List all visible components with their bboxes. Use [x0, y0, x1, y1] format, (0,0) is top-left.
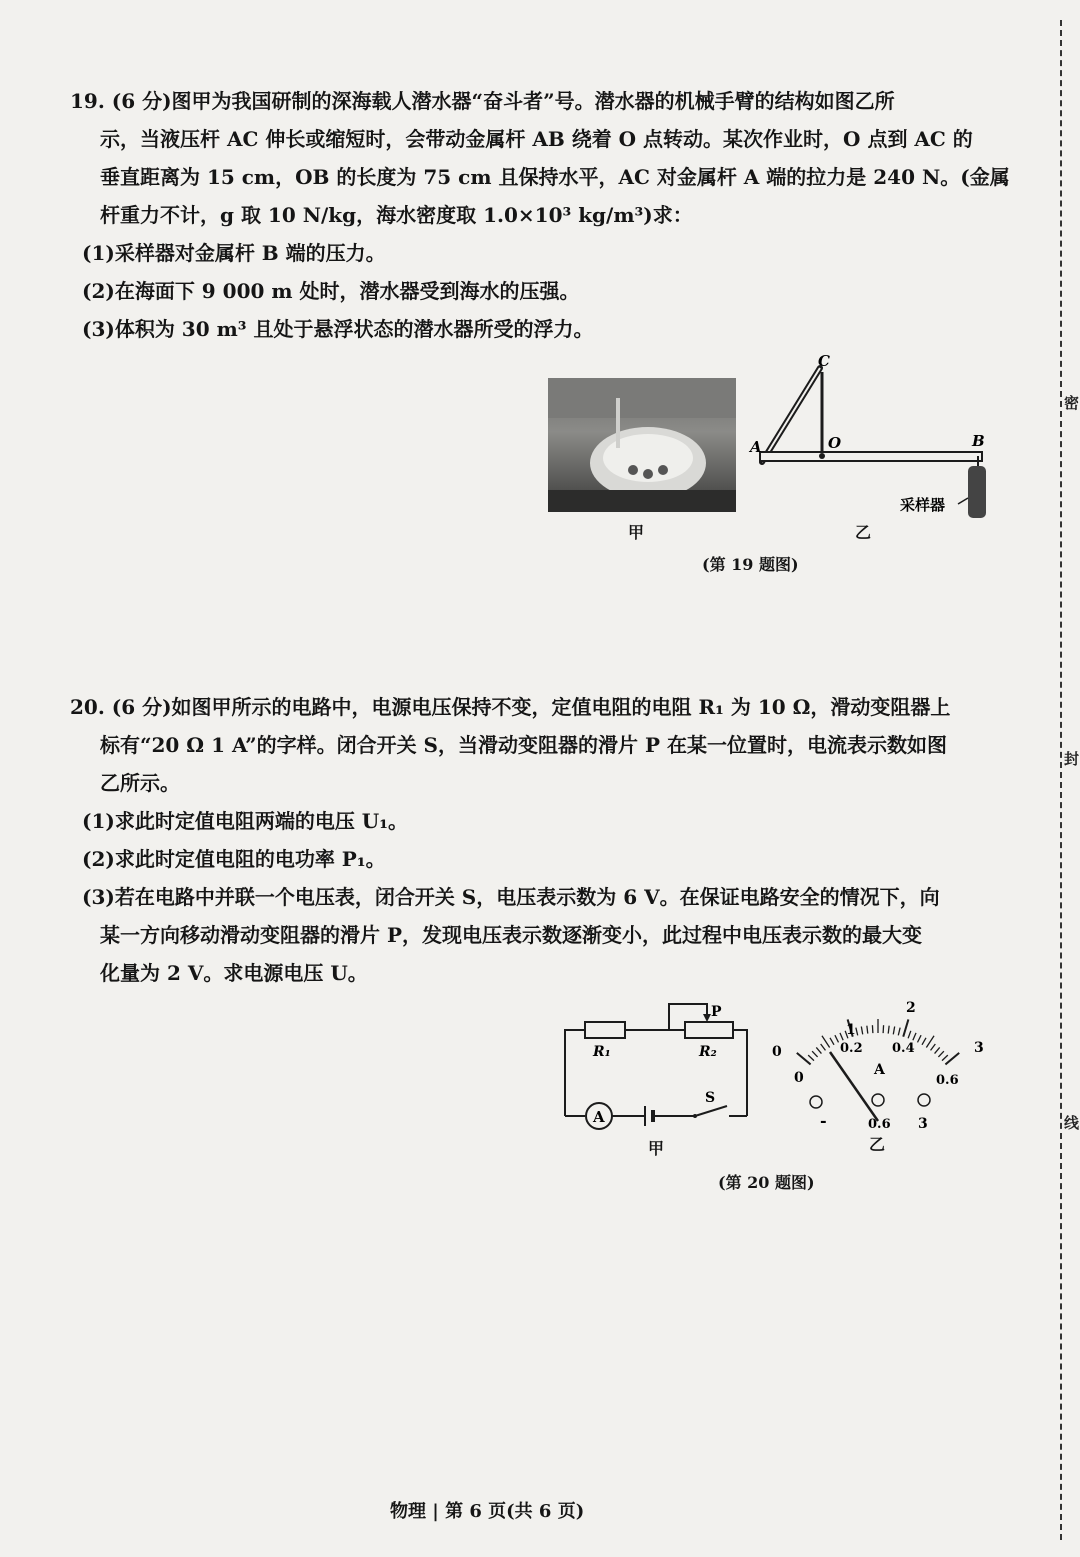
dial-tick: [840, 1033, 843, 1040]
pivot-o: [819, 453, 825, 459]
q19-line-4: 杆重力不计，g 取 10 N/kg，海水密度取 1.0×10³ kg/m³)求：: [100, 203, 693, 227]
dial-unit: A: [874, 1062, 885, 1078]
dial-tick: [917, 1035, 921, 1042]
dial-tick: [898, 1028, 900, 1036]
slider-p-arrow: [703, 1014, 711, 1022]
dial-tick: [821, 1044, 826, 1050]
fig19-label-jia: 甲: [628, 523, 645, 542]
binding-margin-line: [1060, 20, 1062, 1540]
point-b-label: B: [972, 432, 985, 450]
sampler-label: 采样器: [900, 496, 946, 514]
dial-tick: [926, 1036, 934, 1048]
dial-tick: [922, 1038, 926, 1045]
dial-tick: [812, 1051, 817, 1057]
q19-sub-2: (2)在海面下 9 000 m 处时，潜水器受到海水的压强。: [82, 279, 580, 303]
dial-tick: [888, 1026, 889, 1034]
dial-tick: [856, 1028, 858, 1036]
dial-tick: [942, 1055, 948, 1060]
terminal-negative: [810, 1096, 822, 1108]
point-o-label: O: [828, 434, 842, 452]
terminal-3-label: 3: [918, 1116, 928, 1132]
fig19-caption: (第 19 题图): [702, 555, 799, 574]
scale-bottom-04: 0.4: [892, 1041, 915, 1056]
terminal-06: [872, 1094, 884, 1106]
q20-sub-3-line-3: 化量为 2 V。求电源电压 U。: [100, 961, 368, 985]
fig20-ammeter-dial: [768, 996, 998, 1136]
hydraulic-rod-inner: [762, 368, 820, 462]
scale-top-2: 2: [906, 1000, 916, 1016]
dial-tick: [808, 1055, 814, 1060]
circuit-wire-left: [565, 1030, 585, 1116]
terminal-06-label: 0.6: [868, 1117, 891, 1132]
q20-sub-3-line-1: (3)若在电路中并联一个电压表，闭合开关 S，电压表示数为 6 V。在保证电路安全的情况下，向: [82, 885, 940, 909]
fig19-label-yi: 乙: [855, 523, 872, 542]
fig20-circuit-diagram: [555, 996, 765, 1136]
r1-label: R₁: [593, 1044, 611, 1060]
q20-sub-3-line-2: 某一方向移动滑动变阻器的滑片 P，发现电压表示数逐渐变小，此过程中电压表示数的最大变: [100, 923, 923, 947]
dial-tick: [935, 1047, 940, 1053]
dial-tick: [903, 1019, 908, 1036]
q20-line-2: 标有“20 Ω 1 A”的字样。闭合开关 S，当滑动变阻器的滑片 P 在某一位置时，电流表示数如图: [100, 733, 947, 757]
question-20: [70, 688, 1005, 992]
dial-tick: [816, 1047, 821, 1053]
margin-mark-close: 封: [1064, 750, 1080, 768]
q19-sub-3: (3)体积为 30 m³ 且处于悬浮状态的潜水器所受的浮力。: [82, 317, 594, 341]
dial-tick: [861, 1026, 862, 1034]
terminal-negative-label: -: [820, 1111, 827, 1130]
margin-mark-line: 线: [1064, 1114, 1080, 1132]
scale-top-1: 1: [846, 1022, 856, 1038]
point-c-label: C: [818, 352, 830, 370]
scale-bottom-06: 0.6: [936, 1073, 959, 1088]
fig20-label-yi: 乙: [869, 1135, 886, 1154]
q19-line-1: 19. (6 分)图甲为我国研制的深海载人潜水器“奋斗者”号。潜水器的机械手臂的结构如图乙所: [70, 89, 895, 113]
scale-zero-inner: 0: [794, 1070, 804, 1086]
question-19: [70, 82, 1010, 348]
dial-tick: [830, 1038, 834, 1045]
fig19-arm-diagram: [740, 348, 1000, 528]
margin-mark-seal: 密: [1064, 394, 1080, 412]
switch-s: [695, 1106, 727, 1116]
r2-label: R₂: [699, 1044, 717, 1060]
q20-sub-2: (2)求此时定值电阻的电功率 P₁。: [82, 847, 386, 871]
dial-ticks: [797, 1019, 959, 1064]
dial-tick: [822, 1036, 830, 1048]
dial-tick: [835, 1035, 839, 1042]
dial-tick: [945, 1053, 959, 1065]
sampler-body: [968, 466, 986, 518]
dial-tick: [913, 1033, 916, 1040]
ammeter-label: A: [593, 1108, 605, 1126]
submersible-photo: [548, 378, 736, 512]
dial-tick: [797, 1053, 811, 1065]
q19-line-2: 示，当液压杆 AC 伸长或缩短时，会带动金属杆 AB 绕着 O 点转动。某次作业时，O 点到 AC 的: [100, 127, 973, 151]
sampler-leader: [958, 498, 968, 504]
dial-tick: [908, 1031, 911, 1039]
dial-tick: [938, 1051, 943, 1057]
fig20-caption: (第 20 题图): [718, 1173, 815, 1192]
resistor-r2: [685, 1022, 733, 1038]
s-label: S: [705, 1090, 716, 1106]
dial-needle: [830, 1052, 878, 1121]
fig20-label-jia: 甲: [648, 1139, 665, 1158]
scale-top-3: 3: [974, 1040, 984, 1056]
q20-sub-1: (1)求此时定值电阻两端的电压 U₁。: [82, 809, 409, 833]
q19-sub-1: (1)采样器对金属杆 B 端的压力。: [82, 241, 386, 265]
circuit-wire-right: [733, 1030, 747, 1116]
q19-line-3: 垂直距离为 15 cm，OB 的长度为 75 cm 且保持水平，AC 对金属杆 A 端的拉力是 240 N。(金属: [100, 165, 1010, 189]
q20-line-3: 乙所示。: [100, 771, 180, 795]
q20-line-1: 20. (6 分)如图甲所示的电路中，电源电压保持不变，定值电阻的电阻 R₁ 为 10 Ω，滑动变阻器上: [70, 695, 951, 719]
dial-tick: [893, 1026, 894, 1034]
p-label: P: [711, 1004, 722, 1020]
point-a-label: A: [750, 438, 762, 456]
scale-bottom-02: 0.2: [840, 1041, 863, 1056]
metal-rod-ab: [760, 452, 982, 461]
dial-tick: [931, 1044, 936, 1050]
scale-zero-outer: 0: [772, 1044, 782, 1060]
terminal-3: [918, 1094, 930, 1106]
dial-tick: [867, 1026, 868, 1034]
resistor-r1: [585, 1022, 625, 1038]
page-footer: 物理 | 第 6 页(共 6 页): [390, 1501, 585, 1522]
slider-wire: [669, 1004, 707, 1030]
